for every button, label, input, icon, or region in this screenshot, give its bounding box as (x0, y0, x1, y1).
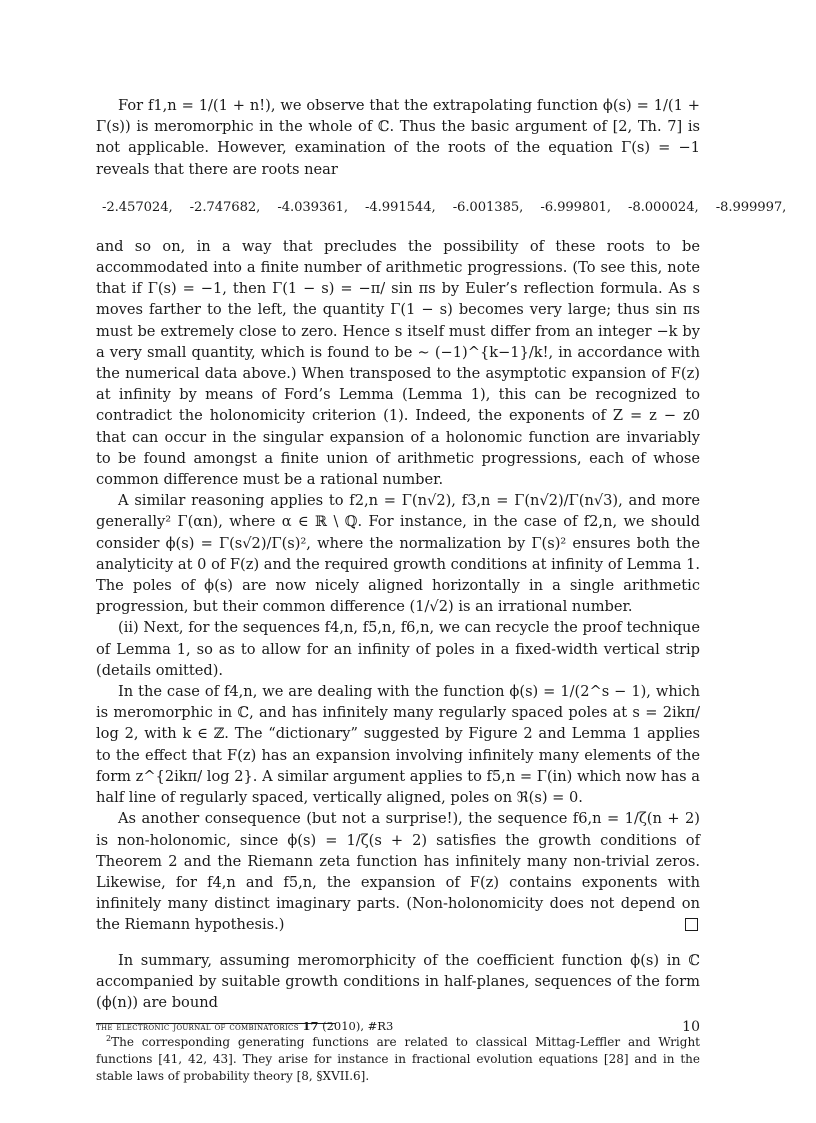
root-value: -6.999801, (540, 199, 611, 215)
footnote-text: The corresponding generating functions are related to classical Mittag-Leffler and Wright functions [41, 42, 43]. They arise for instance in fractional evolution equations [28] and in the stable laws of probability theory [8, §XVII.6]. (96, 1035, 700, 1084)
footnote (96, 1030, 700, 1085)
paragraph-arithmetic-progressions: and so on, in a way that precludes the possibility of these roots to be accommodated into a finite number of arithmetic progressions. (To see this, note that if Γ(s) = −1, then Γ(1 − s) = −π/ sin πs by Euler’s reflection formula. As s moves farther to the left, the quantity Γ(1 − s) becomes very large; thus sin πs must be extremely close to zero. Hence s itself must differ from an integer −k by a very small quantity, which is found to be ∼ (−1)^{k−1}/k!, in accordance with the numerical data above.) When transposed to the asymptotic expansion of F(z) at infinity by means of Ford’s Lemma (Lemma 1), this can be recognized to contradict the holonomicity criterion (1). Indeed, the exponents of Z = z − z0 that can occur in the singular expansion of a holonomic function are invariably to be found amongst a finite union of arithmetic progressions, each of whose common difference must be a rational number. (96, 237, 700, 489)
paragraph-summary: In summary, assuming meromorphicity of the coefficient function ϕ(s) in ℂ accompanied by suitable growth conditions in half-planes, sequences of the form (ϕ(n)) are bound (96, 951, 700, 1011)
paragraph-case-f4: In the case of f4,n, we are dealing with the function ϕ(s) = 1/(2^s − 1), which is meromorphic in ℂ, and has infinitely many regularly spaced poles at s = 2ikπ/ log 2, with k ∈ ℤ. The “dictionary” suggested by Figure 2 and Lemma 1 applies to the effect that F(z) has an expansion involving infinitely many elements of the form z^{2ikπ/ log 2}. A similar argument applies to f5,n = Γ(in) which now has a half line of regularly spaced, vertically aligned, poles on ℜ(s) = 0. (96, 683, 700, 807)
journal-volume: 17 (302, 1019, 319, 1033)
proof-end-block (96, 808, 700, 935)
qed-square-icon (685, 918, 698, 931)
root-value: -2.457024, (102, 199, 173, 215)
root-value: -8.000024, (628, 199, 699, 215)
roots-list (102, 198, 787, 218)
paragraph-extrapolating-function: For f1,n = 1/(1 + n!), we observe that the extrapolating function ϕ(s) = 1/(1 + Γ(s)) is meromorphic in the whole of ℂ. Thus the basic argument of [2, Th. 7] is not applicable. However, examination of the roots of the equation Γ(s) = −1 reveals that there are roots near (96, 97, 700, 178)
page-footer (96, 1019, 700, 1035)
journal-citation (96, 1019, 393, 1035)
journal-year-article: (2010), #R3 (322, 1019, 394, 1033)
root-value: -4.039361, (277, 199, 348, 215)
paragraph-next-sequences: (ii) Next, for the sequences f4,n, f5,n, f6,n, we can recycle the proof technique of Lemma 1, so as to allow for an infinity of poles in a fixed-width vertical strip (details omitted). (96, 619, 700, 679)
page-number: 10 (682, 1019, 700, 1035)
paragraph-another-consequence: As another consequence (but not a surprise!), the sequence f6,n = 1/ζ(n + 2) is non-holonomic, since ϕ(s) = 1/ζ(s + 2) satisfies the growth conditions of Theorem 2 and the Riemann zeta function has infinitely many non-trivial zeros. Likewise, for f4,n and f5,n, the expansion of F(z) contains exponents with infinitely many distinct imaginary parts. (Non-holonomicity does not depend on the Riemann hypothesis.) (96, 810, 700, 934)
paragraph-similar-reasoning: A similar reasoning applies to f2,n = Γ(n√2), f3,n = Γ(n√2)/Γ(n√3), and more generally² Γ(αn), where α ∈ ℝ \ ℚ. For instance, in the case of f2,n, we should consider ϕ(s) = Γ(s√2)/Γ(s)², where the normalization by Γ(s)² ensures both the analyticity at 0 of F(z) and the required growth conditions at infinity of Lemma 1. The poles of ϕ(s) are now nicely aligned horizontally in a single arithmetic progression, but their common difference (1/√2) is an irrational number. (96, 492, 700, 616)
root-value: -2.747682, (189, 199, 261, 215)
root-value: -6.001385, (452, 199, 524, 215)
root-value: -4.991544, (365, 199, 436, 215)
footnote-mark: 2 (106, 1034, 112, 1044)
paper-body (96, 95, 787, 1085)
journal-name: the electronic journal of combinatorics (96, 1021, 299, 1033)
root-value: -8.999997, (715, 199, 787, 215)
